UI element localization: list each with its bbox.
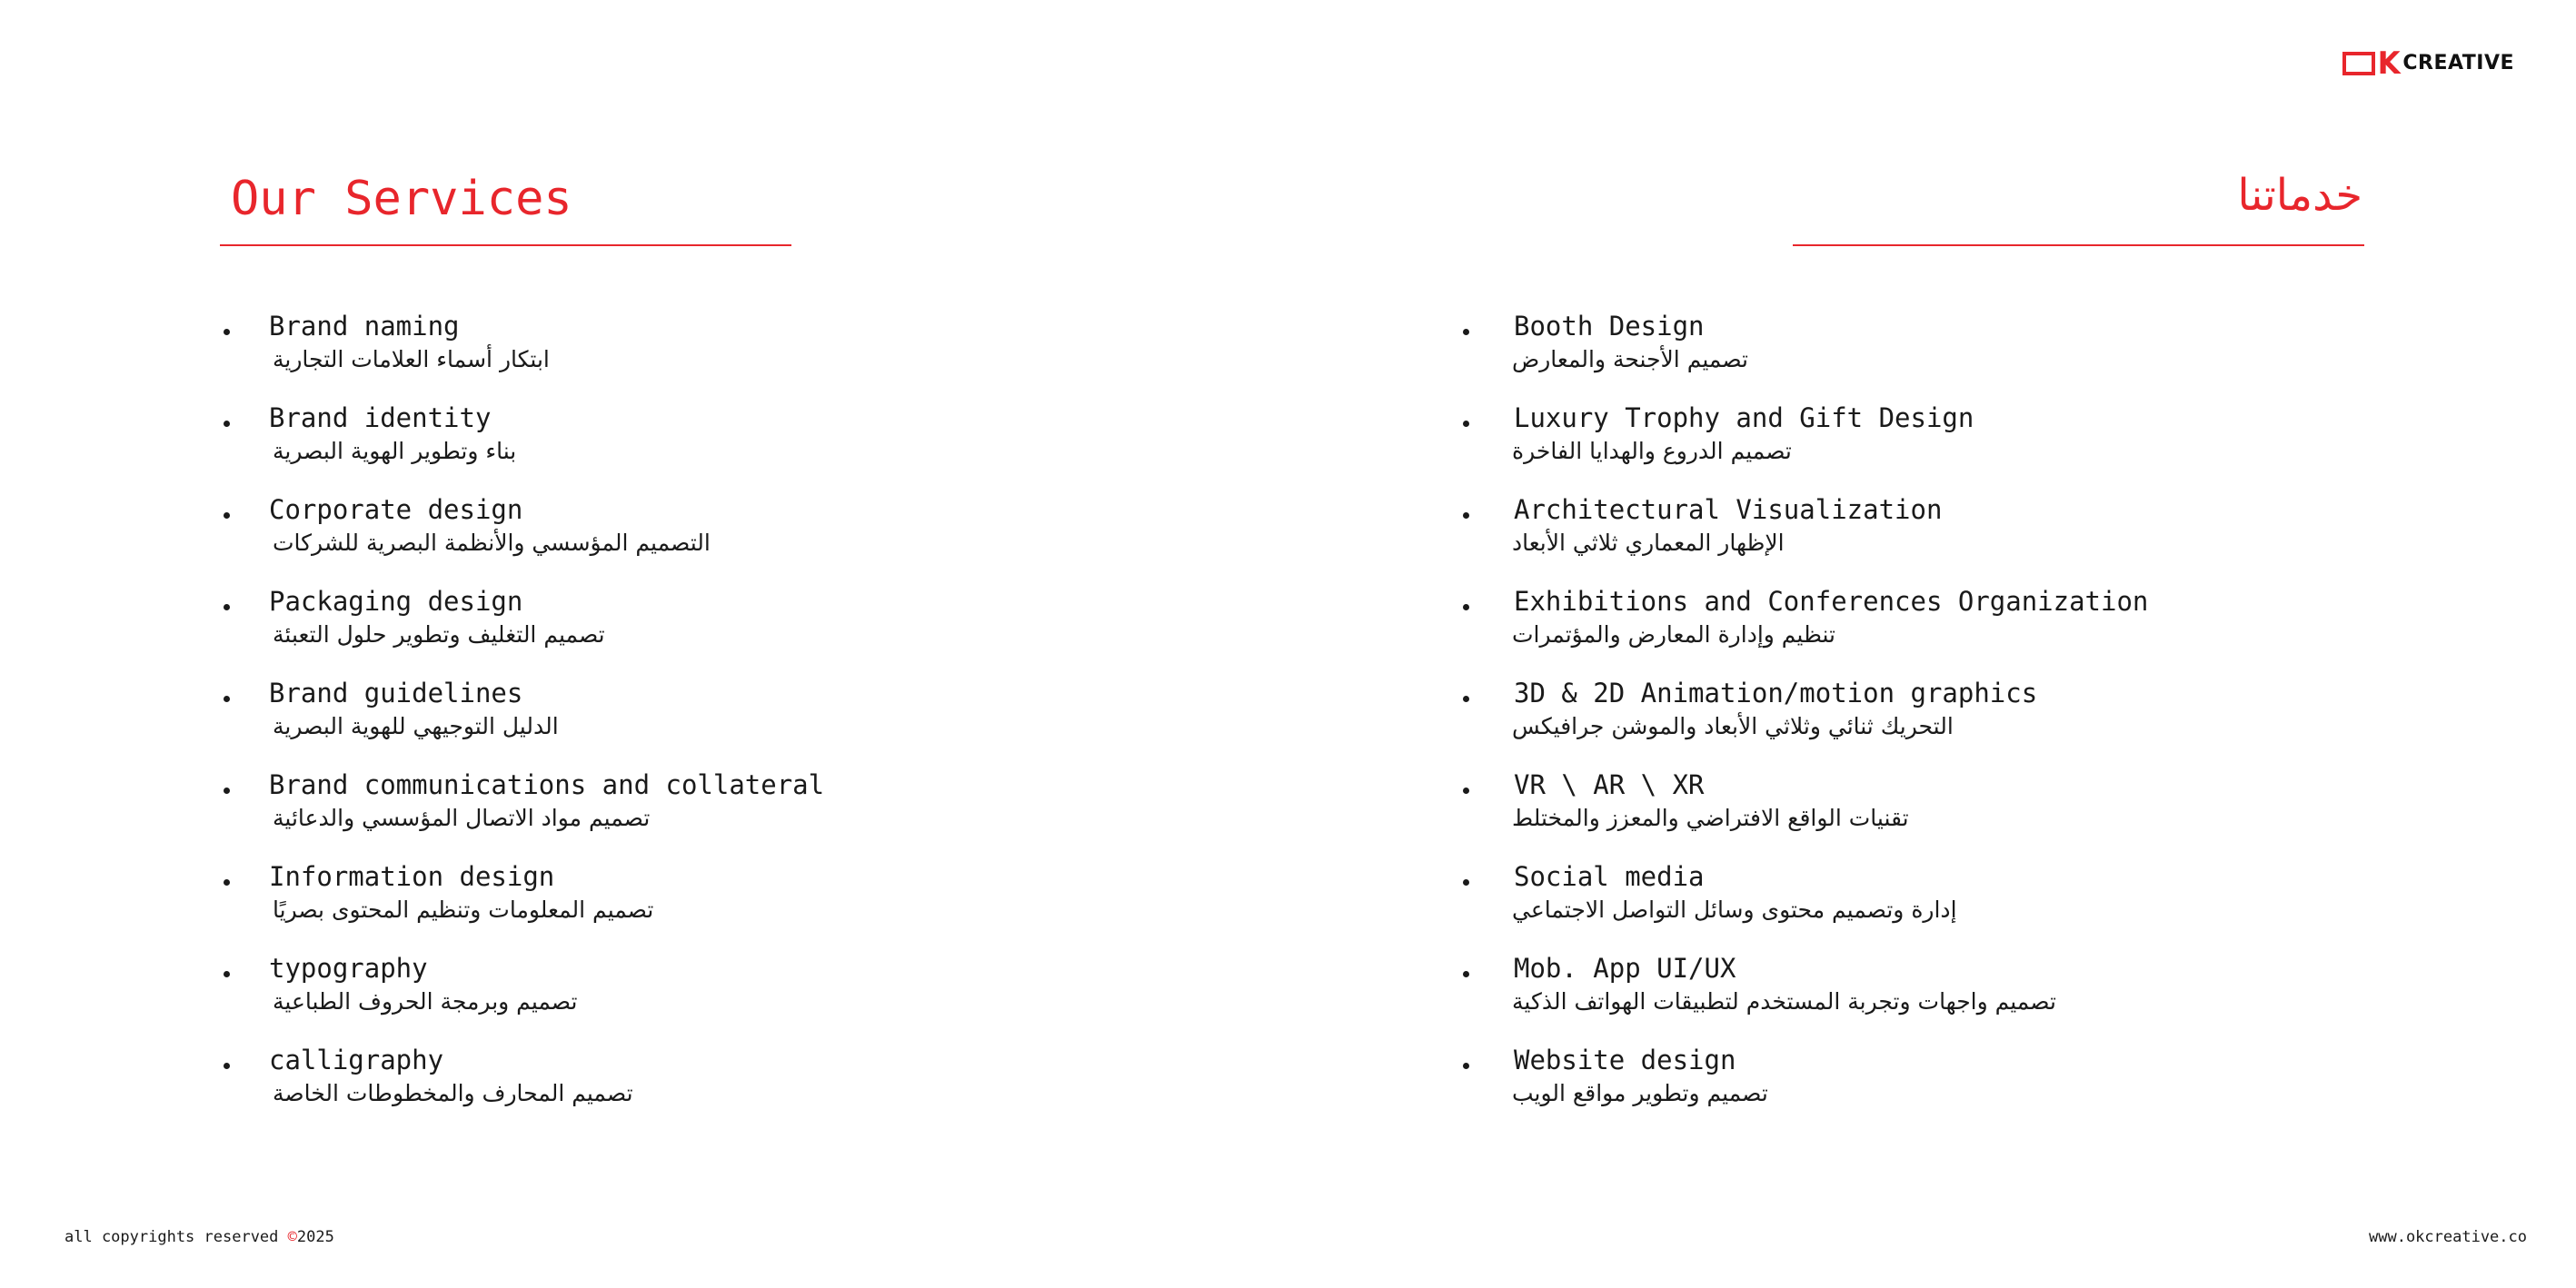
bullet-icon — [1463, 788, 1469, 794]
page-title-en: Our Services — [231, 172, 572, 226]
bullet-icon — [1463, 604, 1469, 610]
service-name-en: Luxury Trophy and Gift Design — [1514, 402, 1974, 433]
service-name-ar: التحريك ثنائي وثلاثي الأبعاد والموشن جرافيكس — [1512, 713, 1954, 739]
bullet-icon — [224, 512, 230, 519]
brand-logo — [2342, 45, 2515, 82]
logo-k-letter: K — [2377, 45, 2401, 82]
list-item — [1463, 768, 2148, 859]
service-name-ar: الإظهار المعماري ثلاثي الأبعاد — [1512, 530, 1785, 556]
service-name-en: 3D & 2D Animation/motion graphics — [1514, 678, 2038, 708]
service-name-en: Mob. App UI/UX — [1514, 953, 1736, 984]
service-name-ar: تصميم الدروع والهدايا الفاخرة — [1512, 438, 1792, 464]
list-item — [224, 951, 824, 1043]
service-name-en: Brand guidelines — [269, 678, 523, 708]
bullet-icon — [224, 788, 230, 794]
list-item — [1463, 584, 2148, 676]
bullet-icon — [1463, 879, 1469, 886]
service-name-en: Exhibitions and Conferences Organization — [1514, 586, 2149, 617]
list-item — [224, 401, 824, 492]
service-name-en: Architectural Visualization — [1514, 494, 1943, 525]
service-name-en: calligraphy — [269, 1045, 444, 1075]
list-item — [1463, 1043, 2148, 1134]
services-list-right — [1463, 309, 2148, 1134]
service-name-ar: تصميم وبرمجة الحروف الطباعية — [273, 988, 578, 1015]
service-name-en: Information design — [269, 861, 555, 892]
service-name-en: Brand communications and collateral — [269, 769, 825, 800]
logo-o-box-icon — [2342, 52, 2375, 75]
service-name-ar: الدليل التوجيهي للهوية البصرية — [273, 713, 559, 739]
service-name-ar: بناء وتطوير الهوية البصرية — [273, 438, 517, 464]
service-name-en: typography — [269, 953, 428, 984]
logo-wordmark: CREATIVE — [2402, 52, 2515, 74]
copyright-year: 2025 — [296, 1228, 334, 1246]
list-item — [1463, 951, 2148, 1043]
title-underline-right — [1793, 244, 2364, 246]
bullet-icon — [1463, 971, 1469, 977]
service-name-ar: تصميم وتطوير مواقع الويب — [1512, 1080, 1768, 1106]
service-name-ar: تصميم المحارف والمخطوطات الخاصة — [273, 1080, 633, 1106]
bullet-icon — [1463, 329, 1469, 335]
service-name-ar: تصميم المعلومات وتنظيم المحتوى بصريًا — [273, 897, 654, 923]
service-name-en: Social media — [1514, 861, 1705, 892]
list-item — [1463, 676, 2148, 768]
service-name-en: Website design — [1514, 1045, 1736, 1075]
service-name-ar: تصميم الأجنحة والمعارض — [1512, 346, 1748, 372]
service-name-en: VR \ AR \ XR — [1514, 769, 1705, 800]
bullet-icon — [224, 329, 230, 335]
service-name-en: Booth Design — [1514, 311, 1705, 342]
bullet-icon — [1463, 421, 1469, 427]
service-name-ar: تصميم مواد الاتصال المؤسسي والدعائية — [273, 805, 651, 831]
service-name-en: Brand identity — [269, 402, 492, 433]
list-item — [1463, 859, 2148, 951]
service-name-en: Brand naming — [269, 311, 460, 342]
title-underline-left — [220, 244, 791, 246]
list-item — [224, 492, 824, 584]
footer-copyright — [65, 1228, 334, 1246]
services-list-left — [224, 309, 824, 1134]
bullet-icon — [224, 971, 230, 977]
list-item — [224, 584, 824, 676]
footer-website-link[interactable]: www.okcreative.co — [2369, 1228, 2527, 1246]
service-name-ar: ابتكار أسماء العلامات التجارية — [273, 346, 550, 372]
bullet-icon — [1463, 696, 1469, 702]
list-item — [1463, 309, 2148, 401]
bullet-icon — [1463, 1063, 1469, 1069]
copyright-symbol: © — [287, 1228, 297, 1246]
bullet-icon — [1463, 512, 1469, 519]
service-name-en: Packaging design — [269, 586, 523, 617]
service-name-ar: تنظيم وإدارة المعارض والمؤتمرات — [1512, 621, 1835, 648]
list-item — [224, 1043, 824, 1134]
service-name-ar: إدارة وتصميم محتوى وسائل التواصل الاجتماعي — [1512, 897, 1957, 923]
service-name-ar: تصميم واجهات وتجربة المستخدم لتطبيقات الهواتف الذكية — [1512, 988, 2056, 1015]
list-item — [224, 768, 824, 859]
list-item — [224, 309, 824, 401]
list-item — [224, 859, 824, 951]
bullet-icon — [224, 1063, 230, 1069]
service-name-en: Corporate design — [269, 494, 523, 525]
list-item — [224, 676, 824, 768]
bullet-icon — [224, 696, 230, 702]
copyright-text: all copyrights reserved — [65, 1228, 288, 1246]
service-name-ar: تقنيات الواقع الافتراضي والمعزز والمختلط — [1512, 805, 1909, 831]
service-name-ar: التصميم المؤسسي والأنظمة البصرية للشركات — [273, 530, 711, 556]
list-item — [1463, 401, 2148, 492]
list-item — [1463, 492, 2148, 584]
bullet-icon — [224, 879, 230, 886]
service-name-ar: تصميم التغليف وتطوير حلول التعبئة — [273, 621, 605, 648]
bullet-icon — [224, 604, 230, 610]
bullet-icon — [224, 421, 230, 427]
page-title-ar: خدماتنا — [2237, 170, 2362, 221]
